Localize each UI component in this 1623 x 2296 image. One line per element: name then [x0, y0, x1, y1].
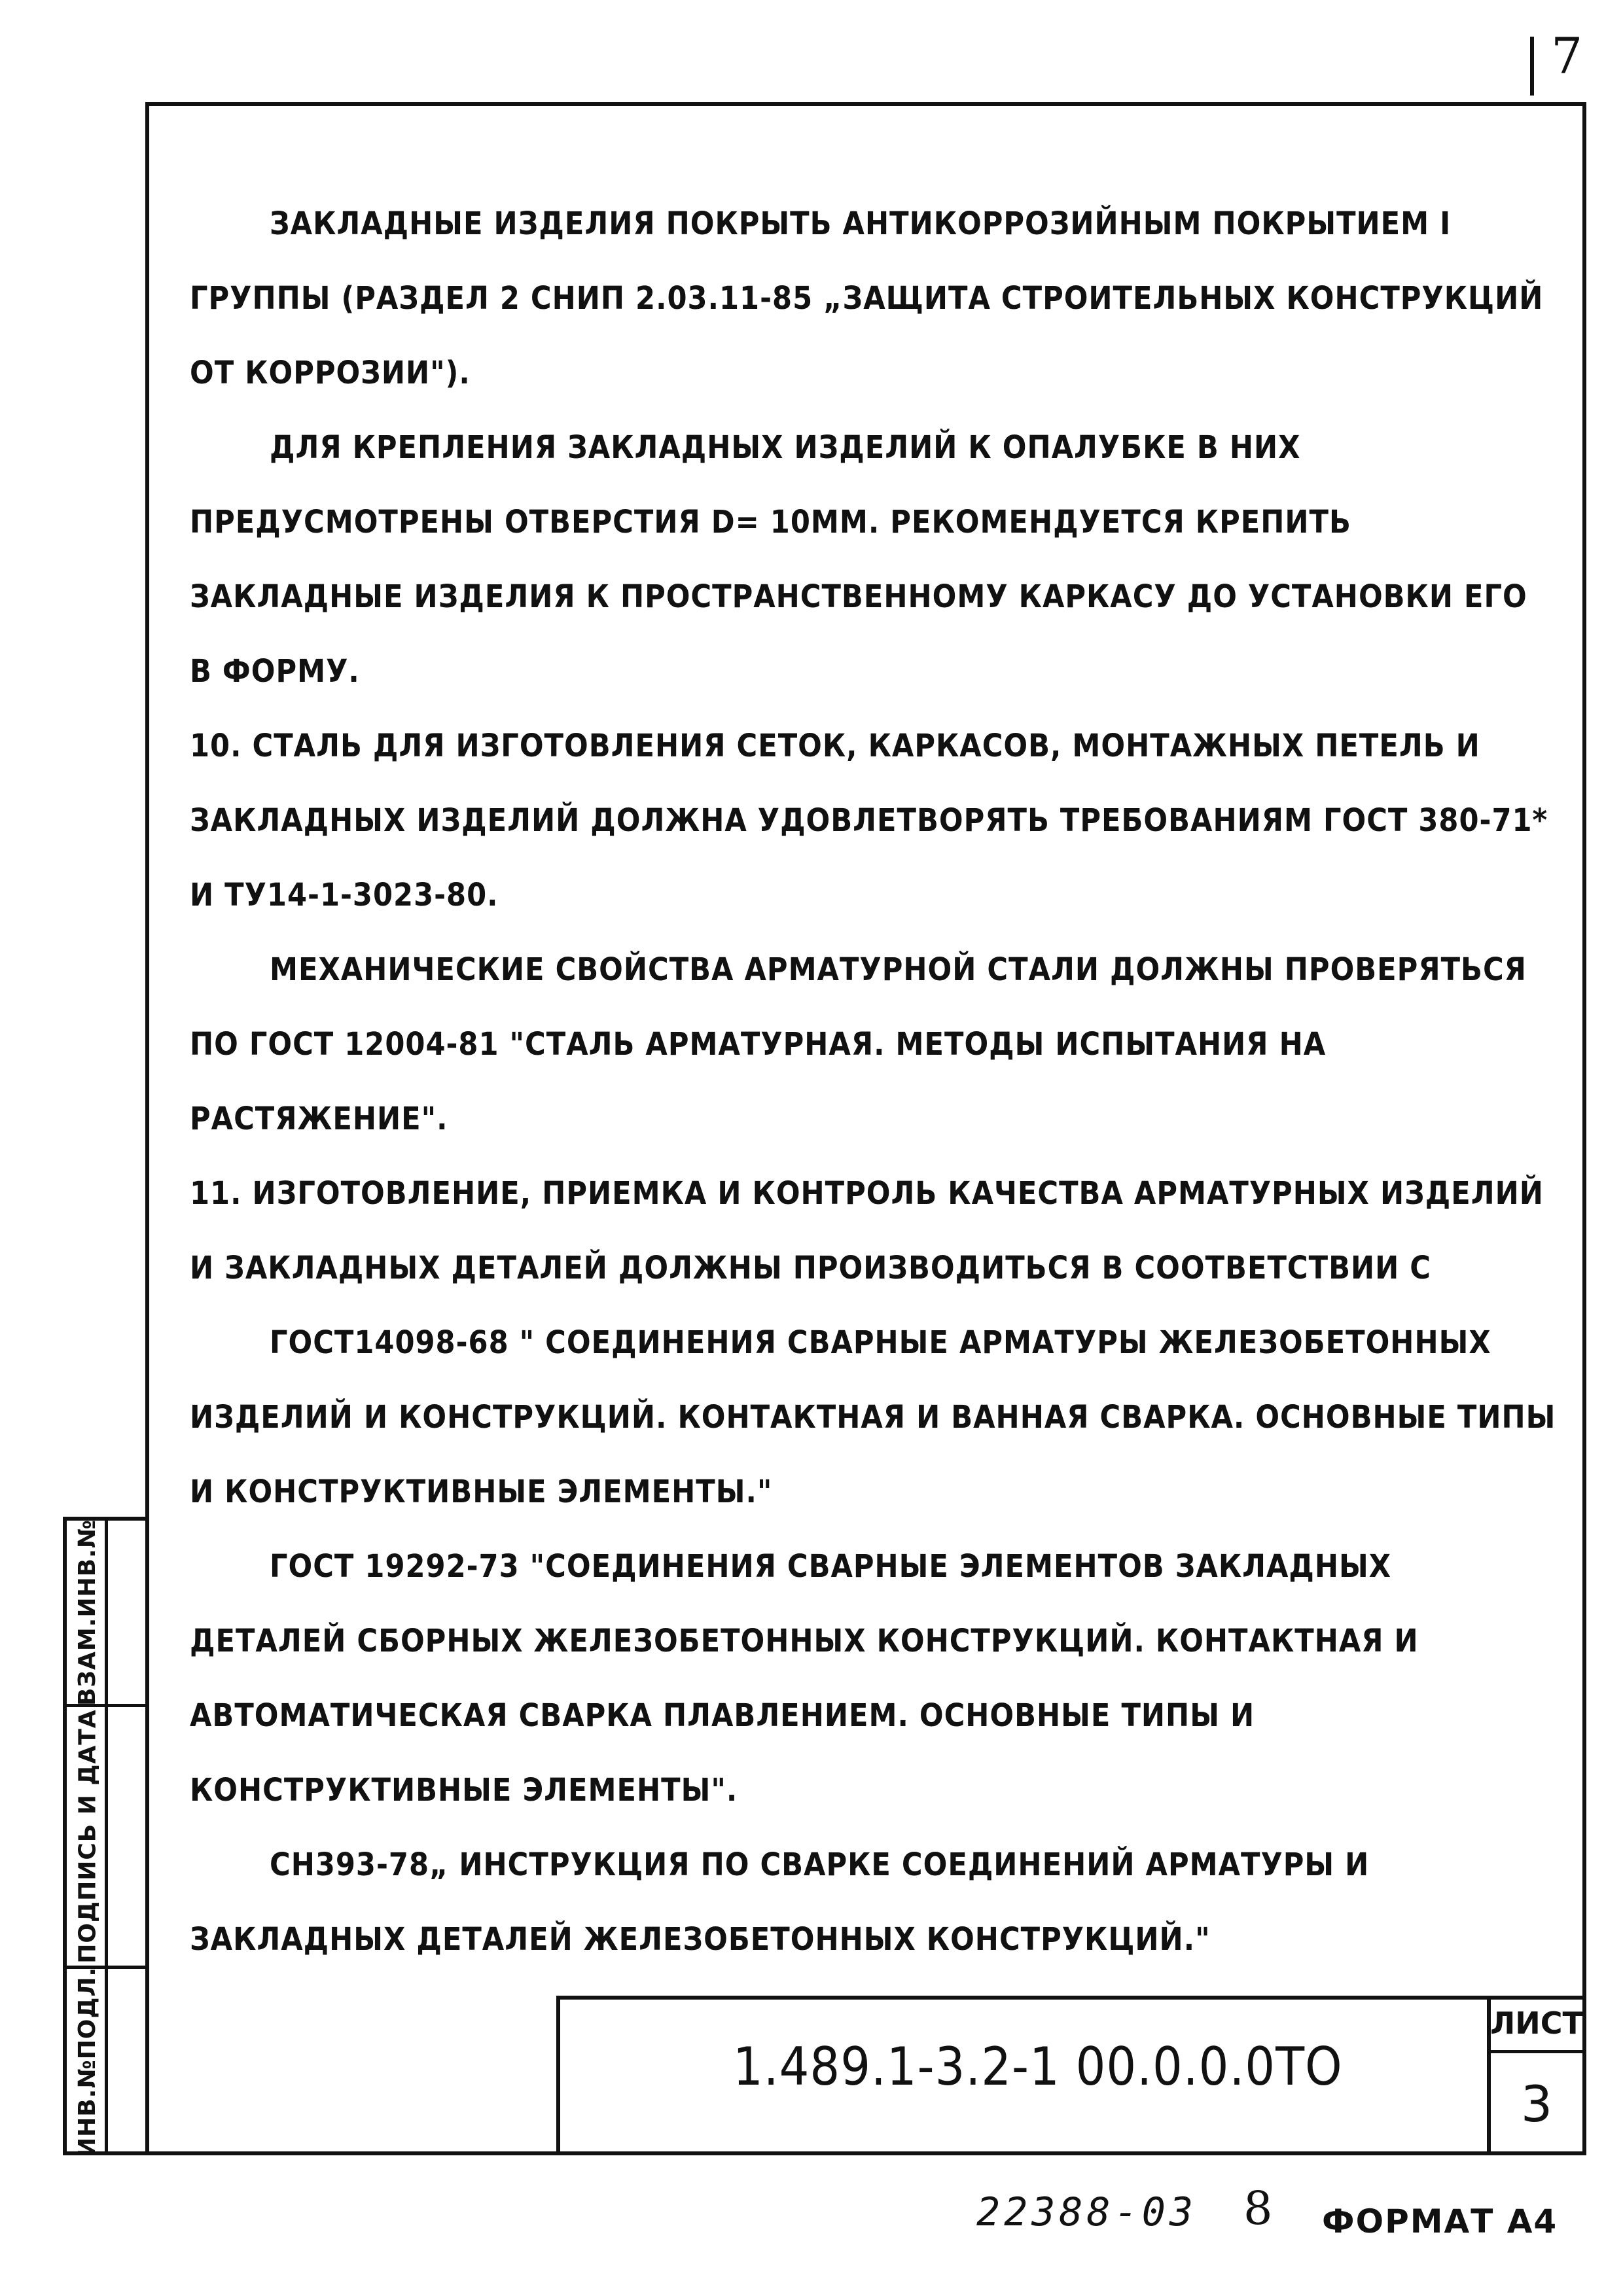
copy-number: 8	[1243, 2181, 1273, 2235]
paragraph-gost-14098: ГОСТ14098-68 " СОЕДИНЕНИЯ СВАРНЫЕ АРМАТУРЫ ЖЕЛЕЗОБЕТОННЫХ ИЗДЕЛИЙ И КОНСТРУКЦИЙ. КОНТАКТНАЯ И ВАННАЯ СВАРКА. ОСНОВНЫЕ ТИПЫ И КОНСТРУКТИВНЫЕ ЭЛЕМЕНТЫ."	[190, 1324, 1567, 1510]
paragraph-item-11: 11. ИЗГОТОВЛЕНИЕ, ПРИЕМКА И КОНТРОЛЬ КАЧЕСТВА АРМАТУРНЫХ ИЗДЕЛИЙ И ЗАКЛАДНЫХ ДЕТАЛЕЙ ДОЛЖНЫ ПРОИЗВОДИТЬСЯ В СООТВЕТСТВИИ С	[190, 1175, 1554, 1286]
side-stamp-cell-replacement	[67, 1521, 145, 1707]
paragraph-mechanical-properties: МЕХАНИЧЕСКИЕ СВОЙСТВА АРМАТУРНОЙ СТАЛИ ДОЛЖНЫ ПРОВЕРЯТЬСЯ ПО ГОСТ 12004-81 "СТАЛЬ АРМАТУРНАЯ. МЕТОДЫ ИСПЫТАНИЯ НА РАСТЯЖЕНИЕ".	[190, 951, 1537, 1137]
sheet-number: 3	[1520, 2074, 1553, 2133]
sheet-label: ЛИСТ	[1487, 1996, 1586, 2053]
side-label-replacement-inv: ВЗАМ.ИНВ.№	[74, 1519, 101, 1706]
explanatory-note-text	[190, 186, 1567, 1977]
format-label: ФОРМАТ А4	[1322, 2202, 1558, 2240]
paragraph-gost-19292: ГОСТ 19292-73 "СОЕДИНЕНИЯ СВАРНЫЕ ЭЛЕМЕНТОВ ЗАКЛАДНЫХ ДЕТАЛЕЙ СБОРНЫХ ЖЕЛЕЗОБЕТОННЫХ КОНСТРУКЦИЙ. КОНТАКТНАЯ И АВТОМАТИЧЕСКАЯ СВАРКА ПЛАВЛЕНИЕМ. ОСНОВНЫЕ ТИПЫ И КОНСТРУКТИВНЫЕ ЭЛЕМЕНТЫ".	[190, 1548, 1429, 1809]
paragraph-sn-393: СН393-78„ ИНСТРУКЦИЯ ПО СВАРКЕ СОЕДИНЕНИЙ АРМАТУРЫ И ЗАКЛАДНЫХ ДЕТАЛЕЙ ЖЕЛЕЗОБЕТОННЫХ КОНСТРУКЦИЙ."	[190, 1846, 1380, 1958]
side-stamp	[63, 1517, 145, 2158]
inventory-number: 22388-03	[976, 2189, 1197, 2235]
document-code: 1.489.1-3.2-1 00.0.0.0ТО	[733, 2036, 1343, 2097]
paragraph-fastening: ДЛЯ КРЕПЛЕНИЯ ЗАКЛАДНЫХ ИЗДЕЛИЙ К ОПАЛУБКЕ В НИХ ПРЕДУСМОТРЕНЫ ОТВЕРСТИЯ D= 10ММ. РЕКОМЕНДУЕТСЯ КРЕПИТЬ ЗАКЛАДНЫЕ ИЗДЕЛИЯ К ПРОСТРАНСТВЕННОМУ КАРКАСУ ДО УСТАНОВКИ ЕГО В ФОРМУ.	[190, 429, 1538, 690]
paragraph-anticorrosion: ЗАКЛАДНЫЕ ИЗДЕЛИЯ ПОКРЫТЬ АНТИКОРРОЗИЙНЫМ ПОКРЫТИЕМ I ГРУППЫ (РАЗДЕЛ 2 СНИП 2.03.11-85 „ЗАЩИТА СТРОИТЕЛЬНЫХ КОНСТРУКЦИЙ ОТ КОРРОЗИИ").	[190, 205, 1554, 391]
page-number-divider	[1530, 37, 1534, 96]
page-number: 7	[1551, 27, 1583, 85]
side-stamp-cell-signature	[67, 1707, 145, 1969]
side-label-original-inv: ИНВ.№ПОДЛ.	[74, 1966, 101, 2158]
paragraph-item-10: 10. СТАЛЬ ДЛЯ ИЗГОТОВЛЕНИЯ СЕТОК, КАРКАСОВ, МОНТАЖНЫХ ПЕТЕЛЬ И ЗАКЛАДНЫХ ИЗДЕЛИЙ ДОЛЖНА УДОВЛЕТВОРЯТЬ ТРЕБОВАНИЯМ ГОСТ 380-71* И ТУ14-1-3023-80.	[190, 728, 1559, 913]
side-label-signature-date: ПОДПИСЬ И ДАТА	[74, 1709, 101, 1964]
side-stamp-cell-original	[67, 1966, 145, 2158]
